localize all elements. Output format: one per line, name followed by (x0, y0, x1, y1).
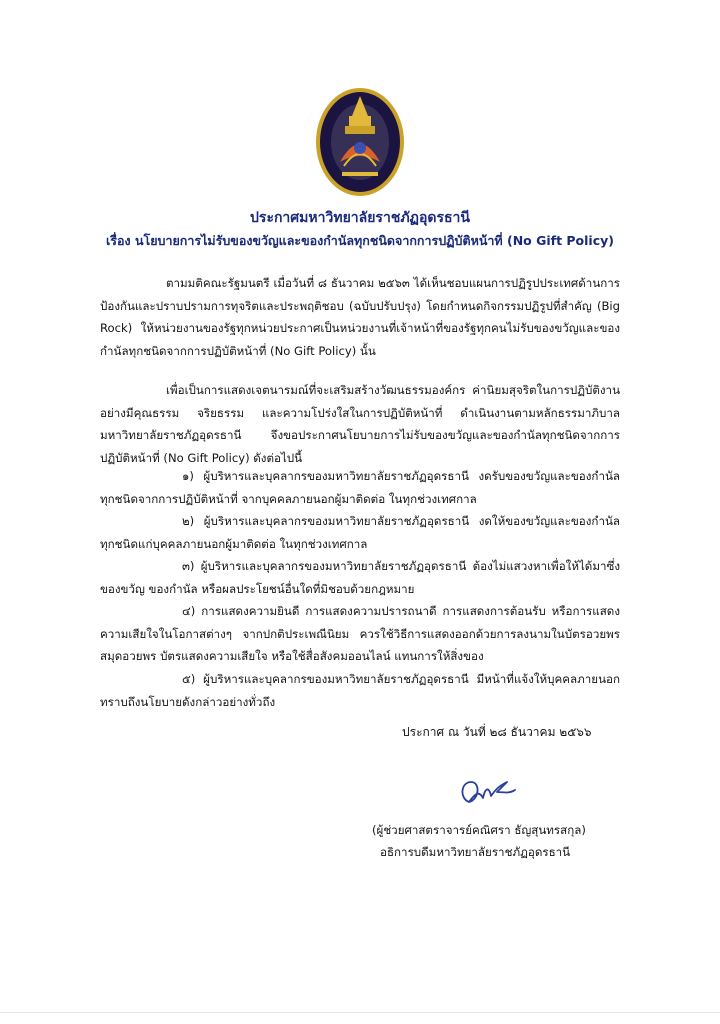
intro-paragraph: ตามมติคณะรัฐมนตรี เมื่อวันที่ ๘ ธันวาคม ๒๕๖๓ ได้เห็นชอบแผนการปฏิรูปประเทศด้านการป้องกันและปราบปรามการทุจริตและประพฤติชอบ (ฉบับปรับปรุง) โดยกำหนดกิจกรรมปฏิรูปที่สำคัญ (Big Rock) ให้หน่วยงานของรัฐทุกหน่วยประกาศเป็นหน่วยงานที่เจ้าหน้าที่ของรัฐทุกคนไม่รับของขวัญและของกำนัลทุกชนิดจากการปฏิบัติหน้าที่ (No Gift Policy) นั้น (100, 276, 620, 358)
purpose-paragraph: เพื่อเป็นการแสดงเจตนารมณ์ที่จะเสริมสร้างวัฒนธรรมองค์กร ค่านิยมสุจริตในการปฏิบัติงานอย่างมีคุณธรรม จริยธรรม และความโปร่งใสในการปฏิบัติหน้าที่ ดำเนินงานตามหลักธรรมาภิบาล มหาวิทยาลัยราชภัฏอุดรธานี จึงขอประกาศนโยบายการไม่รับของขวัญและของกำนัลทุกชนิดจากการปฏิบัติหน้าที่ (No Gift Policy) ดังต่อไปนี้ (100, 383, 620, 465)
signature (455, 772, 525, 812)
policy-item-3: ๓) ผู้บริหารและบุคลากรของมหาวิทยาลัยราชภัฏอุดรธานี ต้องไม่แสวงหาเพื่อให้ได้มาซึ่งของขวัญ ของกำนัล หรือผลประโยชน์อื่นใดที่มิชอบด้วยกฎหมาย (100, 559, 620, 596)
announcement-date: ประกาศ ณ วันที่ ๒๘ ธันวาคม ๒๕๖๖ (402, 725, 592, 739)
page-bottom-divider (0, 1012, 720, 1013)
policy-item-5: ๕) ผู้บริหารและบุคลากรของมหาวิทยาลัยราชภัฏอุดรธานี มีหน้าที่แจ้งให้บุคคลภายนอกทราบถึงนโยบายดังกล่าวอย่างทั่วถึง (100, 672, 620, 709)
university-seal-logo (314, 86, 406, 198)
announcement-title: ประกาศมหาวิทยาลัยราชภัฏอุดรธานี (250, 210, 470, 226)
policy-item-4: ๔) การแสดงความยินดี การแสดงความปรารถนาดี การแสดงการต้อนรับ หรือการแสดงความเสียใจในโอกาสต่างๆ จากปกติประเพณีนิยม ควรใช้วิธีการแสดงออกด้วยการลงนามในบัตรอวยพร สมุดอวยพร บัตรแสดงความเสียใจ หรือใช้สื่อสังคมออนไลน์ แทนการให้สิ่งของ (100, 604, 620, 664)
handwritten-signature-icon (455, 772, 525, 812)
signatory-name: (ผู้ช่วยศาสตราจารย์คณิศรา ธัญสุนทรสกุล) (372, 823, 586, 837)
announcement-subject: เรื่อง นโยบายการไม่รับของขวัญและของกำนัลทุกชนิดจากการปฏิบัติหน้าที่ (No Gift Policy) (106, 233, 614, 248)
policy-item-2: ๒) ผู้บริหารและบุคลากรของมหาวิทยาลัยราชภัฏอุดรธานี งดให้ของขวัญและของกำนัลทุกชนิดแก่บุคคลภายนอกผู้มาติดต่อ ในทุกช่วงเทศกาล (100, 514, 620, 551)
policy-item-1: ๑) ผู้บริหารและบุคลากรของมหาวิทยาลัยราชภัฏอุดรธานี งดรับของขวัญและของกำนัลทุกชนิดจากการปฏิบัติหน้าที่ จากบุคคลภายนอกผู้มาติดต่อ ในทุกช่วงเทศกาล (100, 469, 620, 506)
signatory-position: อธิการบดีมหาวิทยาลัยราชภัฏอุดรธานี (380, 845, 571, 859)
udon-thani-rajabhat-university-seal-icon (314, 86, 406, 198)
